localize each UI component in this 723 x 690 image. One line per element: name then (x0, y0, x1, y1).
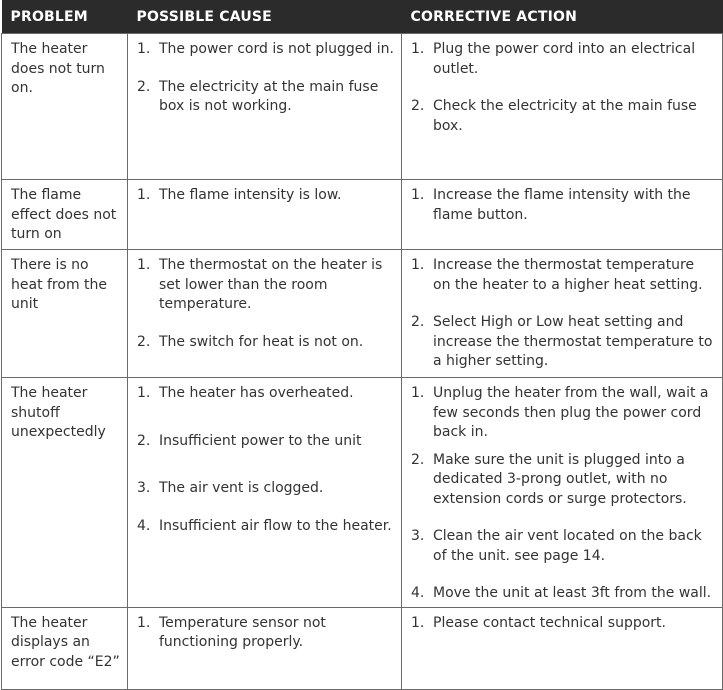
cause-item (137, 432, 394, 452)
problem-cell: The heater displays an error code “E2” (2, 607, 128, 689)
action-list (411, 256, 715, 372)
corrective-action-cell (402, 34, 723, 180)
item-text: The switch for heat is not on. (159, 333, 364, 350)
item-number: 1. (411, 41, 425, 57)
cause-item (137, 384, 394, 404)
item-text: Select High or Low heat setting and increase the thermostat temperature to a higher setting. (433, 314, 713, 369)
item-number: 4. (137, 517, 151, 534)
item-number: 2. (137, 78, 151, 95)
item-text: The air vent is clogged. (159, 480, 324, 496)
action-list (411, 186, 715, 225)
table-row (2, 607, 723, 689)
table-row (2, 250, 723, 378)
possible-cause-cell (128, 34, 402, 180)
cause-list (137, 614, 394, 653)
item-text: The thermostat on the heater is set lower than the room temperature. (159, 257, 383, 312)
possible-cause-cell (128, 607, 402, 689)
cause-item (137, 186, 394, 206)
problem-cell: The heater shutoff unexpectedly (2, 378, 128, 608)
item-number: 3. (137, 480, 151, 496)
action-list (411, 384, 715, 604)
corrective-action-cell (402, 180, 723, 250)
item-number: 2. (411, 98, 425, 114)
item-text: Move the unit at least 3ft from the wall. (433, 585, 712, 601)
cause-item (137, 517, 394, 537)
action-list (411, 40, 715, 136)
item-text: Increase the flame intensity with the flame button. (433, 187, 691, 223)
item-number: 1. (411, 257, 425, 273)
action-item (411, 584, 715, 604)
header-corrective-action: CORRECTIVE ACTION (402, 0, 723, 34)
item-text: Temperature sensor not functioning properly. (159, 614, 326, 650)
item-number: 1. (137, 257, 151, 273)
table-row (2, 180, 723, 250)
item-text: Unplug the heater from the wall, wait a few seconds then plug the power cord back in. (433, 385, 709, 440)
action-item (411, 186, 715, 225)
action-list (411, 614, 715, 634)
item-text: Insufficient air flow to the heater. (159, 517, 392, 534)
corrective-action-cell (402, 378, 723, 608)
action-item (411, 451, 715, 510)
corrective-action-cell (402, 250, 723, 378)
problem-cell: The heater does not turn on. (2, 34, 128, 180)
item-number: 2. (411, 451, 425, 468)
action-item (411, 256, 715, 295)
item-text: Insufficient power to the unit (159, 432, 362, 449)
table-row (2, 34, 723, 180)
item-text: Clean the air vent located on the back of the unit. see page 14. (433, 528, 702, 564)
item-number: 1. (137, 385, 151, 401)
item-text: The electricity at the main fuse box is not working. (159, 78, 379, 114)
action-item (411, 527, 715, 566)
cause-list (137, 186, 394, 206)
item-number: 2. (137, 432, 151, 449)
cause-item (137, 78, 394, 117)
cause-item (137, 40, 394, 60)
action-item (411, 97, 715, 136)
action-item (411, 40, 715, 79)
cause-list (137, 256, 394, 352)
table-header-row (2, 0, 723, 34)
item-text: Plug the power cord into an electrical outlet. (433, 41, 696, 77)
problem-cell: There is no heat from the unit (2, 250, 128, 378)
cause-list (137, 384, 394, 536)
action-item (411, 384, 715, 443)
item-number: 1. (411, 187, 425, 203)
item-number: 1. (137, 41, 151, 57)
troubleshooting-table (1, 0, 723, 690)
item-text: The heater has overheated. (159, 385, 354, 401)
item-text: The power cord is not plugged in. (159, 41, 394, 57)
item-number: 4. (411, 585, 425, 601)
problem-cell: The flame effect does not turn on (2, 180, 128, 250)
item-number: 2. (137, 333, 151, 350)
cause-list (137, 40, 394, 117)
cause-item (137, 256, 394, 315)
table-row (2, 378, 723, 608)
action-item (411, 313, 715, 372)
item-text: Make sure the unit is plugged into a dedicated 3-prong outlet, with no extension cords or surge protectors. (433, 451, 687, 507)
table-body (2, 34, 723, 690)
item-text: The flame intensity is low. (159, 187, 342, 203)
possible-cause-cell (128, 180, 402, 250)
item-number: 1. (137, 614, 151, 631)
item-number: 3. (411, 528, 425, 544)
cause-item (137, 333, 394, 353)
cause-item (137, 479, 394, 499)
item-number: 2. (411, 314, 425, 330)
item-text: Increase the thermostat temperature on the heater to a higher heat setting. (433, 257, 703, 293)
item-number: 1. (411, 385, 425, 401)
header-problem: PROBLEM (2, 0, 128, 34)
item-number: 1. (137, 187, 151, 203)
item-text: Check the electricity at the main fuse box. (433, 98, 697, 134)
item-text: Please contact technical support. (433, 614, 666, 631)
item-number: 1. (411, 614, 425, 631)
possible-cause-cell (128, 378, 402, 608)
possible-cause-cell (128, 250, 402, 378)
cause-item (137, 614, 394, 653)
action-item (411, 614, 715, 634)
corrective-action-cell (402, 607, 723, 689)
header-possible-cause: POSSIBLE CAUSE (128, 0, 402, 34)
